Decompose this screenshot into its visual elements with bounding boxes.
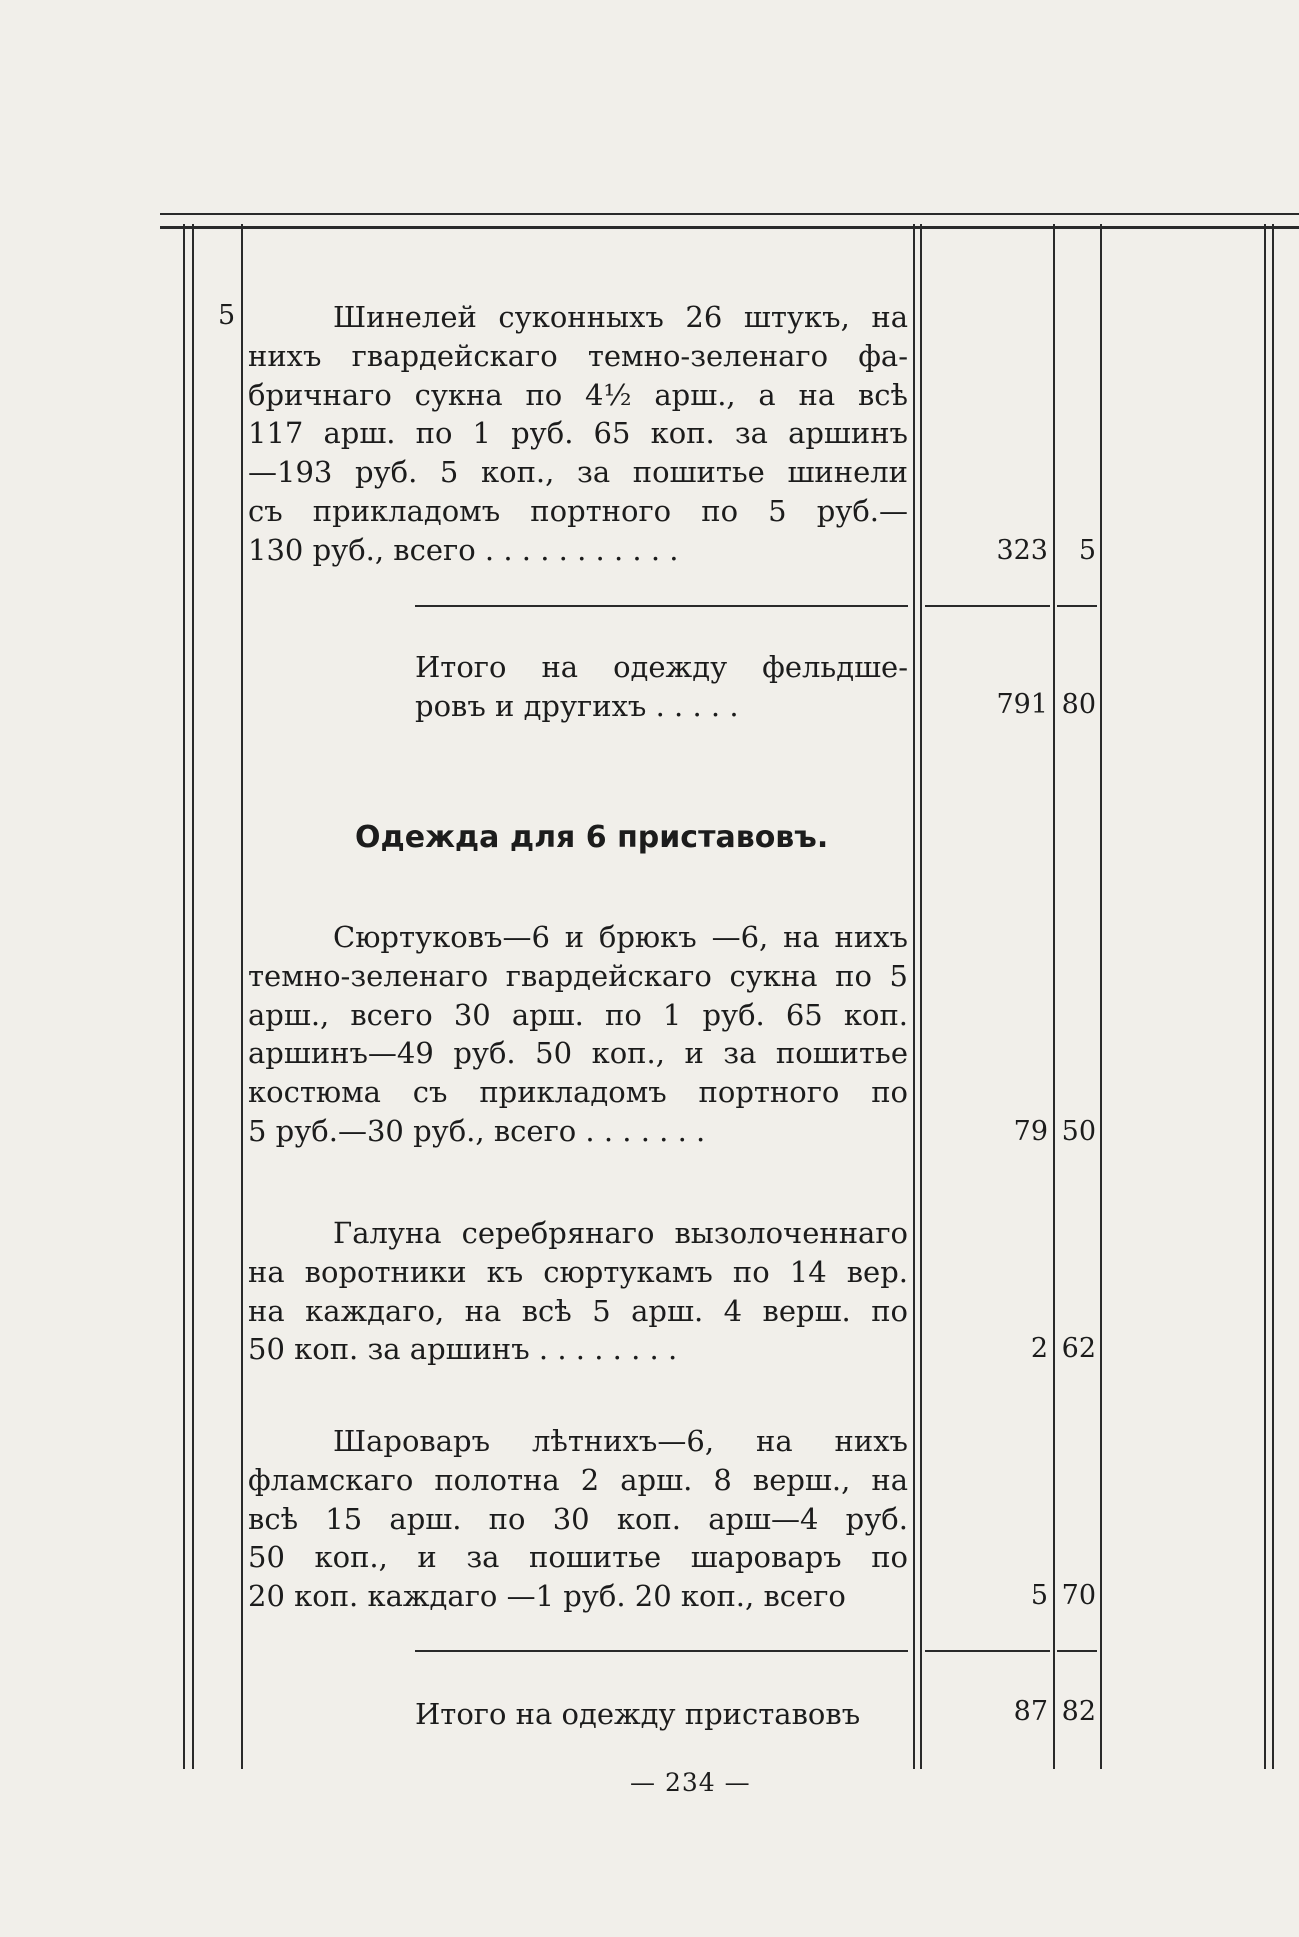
text-line: аршинъ—49 руб. 50 коп., и за пошитье [248,1036,908,1071]
amount-rubles: 2 [1030,1333,1048,1364]
column-rule-right-inner [1272,224,1274,1769]
column-rule-kop-right [1100,224,1102,1769]
column-rule-number [241,224,243,1769]
text-line: 117 арш. по 1 руб. 65 коп. за аршинъ [248,416,908,451]
row-number: 5 [218,300,236,331]
text-line: нихъ гвардейскаго темно-зеленаго фа- [248,338,908,373]
item-description [248,1422,908,1616]
amount-rubles: 79 [1013,1116,1048,1147]
text-line: —193 руб. 5 коп., за пошитье шинели [248,455,908,490]
column-rule-right-outer [1264,224,1266,1769]
subtotal-rule-kop [1057,605,1097,607]
text-line: на воротники къ сюртукамъ по 14 вер. [248,1254,908,1289]
amount-kopecks: 5 [1078,535,1096,566]
text-line: фламскаго полотна 2 арш. 8 верш., на [248,1462,908,1497]
text-line: бричнаго сукна по 4½ арш., а на всѣ [248,377,908,412]
total-feldshers-kopecks: 80 [1061,689,1096,720]
top-rule [160,213,1299,229]
text-line: костюма съ прикладомъ портного по [248,1075,908,1110]
column-rule-text-right [913,224,915,1769]
row-description [248,298,908,570]
text-line: 5 руб.—30 руб., всего . . . . . . . [248,1113,706,1148]
total-pristavs-kopecks: 82 [1061,1696,1096,1727]
subtotal-rule [415,1650,908,1652]
column-rule-rub-left [920,224,922,1769]
subtotal-rule [415,605,908,607]
amount-kopecks: 62 [1061,1333,1096,1364]
column-rule-left-outer [183,224,185,1769]
text-line: ровъ и другихъ . . . . . [415,688,739,723]
text-line: Итого на одежду фельдше- [415,650,908,684]
amount-kopecks: 50 [1061,1116,1096,1147]
text-line: Шинелей суконныхъ 26 штукъ, на [333,300,908,334]
page-number: — 234 — [630,1768,751,1797]
text-line: 130 руб., всего . . . . . . . . . . . [248,532,679,567]
text-line: Галуна серебрянаго вызолоченнаго [333,1216,908,1250]
text-line: Итого на одежду приставовъ [415,1697,861,1731]
total-feldshers-label [415,648,908,726]
section-heading: Одежда для 6 приставовъ. [355,820,829,855]
item-description [248,918,908,1151]
text-line: 20 коп. каждаго —1 руб. 20 коп., всего [248,1579,846,1614]
subtotal-rule-kop [1057,1650,1097,1652]
amount-kopecks: 70 [1061,1580,1096,1611]
subtotal-rule-rub [925,605,1050,607]
text-line: на каждаго, на всѣ 5 арш. 4 верш. по [248,1293,908,1328]
text-line: всѣ 15 арш. по 30 коп. арш—4 руб. [248,1501,908,1536]
amount-rubles: 5 [1030,1580,1048,1611]
column-rule-left-inner [192,224,194,1769]
item-description [248,1214,908,1369]
text-line: Сюртуковъ—6 и брюкъ —6, на нихъ [333,920,908,954]
text-line: съ прикладомъ портного по 5 руб.— [248,493,908,528]
text-line: 50 коп., и за пошитье шароваръ по [248,1540,908,1575]
text-line: арш., всего 30 арш. по 1 руб. 65 коп. [248,997,908,1032]
column-rule-kop-left [1053,224,1055,1769]
text-line: 50 коп. за аршинъ . . . . . . . . [248,1332,678,1367]
text-line: темно-зеленаго гвардейскаго сукна по 5 [248,958,908,993]
amount-rubles: 323 [996,535,1048,566]
total-feldshers-rubles: 791 [996,689,1048,720]
subtotal-rule-rub [925,1650,1050,1652]
total-pristavs-label [415,1695,908,1734]
total-pristavs-rubles: 87 [1013,1696,1048,1727]
text-line: Шароваръ лѣтнихъ—6, на нихъ [333,1424,908,1458]
